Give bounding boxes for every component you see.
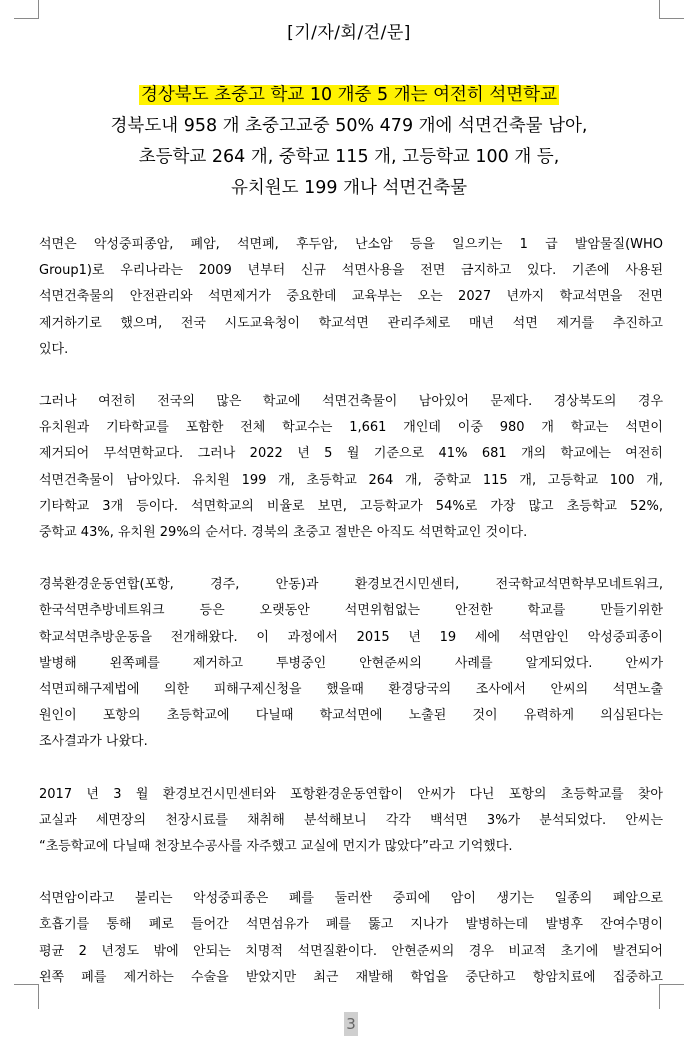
page-number: 3 xyxy=(344,1012,358,1036)
paragraph-line: 제거되어 무석면학교다. 그러나 2022 년 5 월 기준으로 41% 681 개의 학교에는 여전히 xyxy=(39,446,663,462)
document-body xyxy=(39,232,663,1017)
paragraph-line: 경북환경운동연합(포항, 경주, 안동)과 환경보건시민센터, 전국학교석면학부모네트워크, xyxy=(39,577,663,593)
paragraph-line: 있다. xyxy=(39,341,69,357)
paragraph-line: 평균 2 년정도 밖에 안되는 치명적 석면질환이다. 안현준씨의 경우 비교적 초기에 발견되어 xyxy=(39,943,663,959)
subtitle-line-3: 유치원도 199 개나 석면건축물 xyxy=(230,178,468,198)
paragraph-line: “초등학교에 다닐때 천장보수공사를 자주했고 교실에 먼지가 많았다”라고 기억했다. xyxy=(39,839,513,855)
paragraph-line: 석면피해구제법에 의한 피해구제신청을 했을때 환경당국의 조사에서 안씨의 석면노출 xyxy=(39,682,663,698)
paragraph-5 xyxy=(39,886,663,991)
highlighted-headline: 경상북도 초중고 학교 10 개중 5 개는 여전히 석면학교 xyxy=(140,85,557,105)
paragraph-line: 학교석면추방운동을 전개해왔다. 이 과정에서 2015 년 19 세에 석면암인 악성중피종이 xyxy=(39,629,663,645)
paragraph-3 xyxy=(39,572,663,755)
paragraph-line: 석면암이라고 불리는 악성중피종은 폐를 둘러싼 중피에 암이 생기는 일종의 폐암으로 xyxy=(39,891,663,907)
paragraph-line: 교실과 세면장의 천장시료를 채취해 분석해보니 각각 백석면 3%가 분석되었다. 안씨는 xyxy=(39,812,663,828)
paragraph-line: 발병해 왼쪽폐를 제거하고 투병중인 안현준씨의 사례를 알게되었다. 안씨가 xyxy=(39,655,663,671)
title-main-line xyxy=(0,80,698,111)
paragraph-line: 석면건축물의 안전관리와 석면제거가 중요한데 교육부는 오는 2027 년까지 학교석면을 전면 xyxy=(39,289,663,305)
paragraph-line: 석면건축물이 남아있다. 유치원 199 개, 초등학교 264 개, 중학교 115 개, 고등학교 100 개, xyxy=(39,472,663,488)
document-type-heading: [기/자/회/견/문] xyxy=(287,23,411,43)
paragraph-line: Group1)로 우리나라는 2009 년부터 신규 석면사용을 전면 금지하고 있다. 기존에 사용된 xyxy=(39,263,663,279)
paragraph-line: 석면은 악성중피종암, 폐암, 석면폐, 후두암, 난소암 등을 일으키는 1 급 발암물질(WHO xyxy=(39,237,663,252)
paragraph-line: 그러나 여전히 전국의 많은 학교에 석면건축물이 남아있어 문제다. 경상북도의 경우 xyxy=(39,394,663,410)
paragraph-1 xyxy=(39,232,663,363)
crop-mark-bottom-left xyxy=(14,984,39,1009)
paragraph-line: 조사결과가 나왔다. xyxy=(39,734,148,750)
paragraph-line: 원인이 포항의 초등학교에 다닐때 학교석면에 노출된 것이 유력하게 의심된다는 xyxy=(39,708,663,724)
paragraph-line: 제거하기로 했으며, 전국 시도교육청이 학교석면 관리주체로 매년 석면 제거를 추진하고 xyxy=(39,315,663,331)
paragraph-line: 기타학교 3개 등이다. 석면학교의 비율로 보면, 고등학교가 54%로 가장 많고 초등학교 52%, xyxy=(39,498,663,514)
paragraph-4 xyxy=(39,782,663,861)
subtitle-line-1: 경북도내 958 개 초중고교중 50% 479 개에 석면건축물 남아, xyxy=(110,116,588,136)
paragraph-line: 중학교 43%, 유치원 29%의 순서다. 경북의 초중고 절반은 아직도 석면학교인 것이다. xyxy=(39,525,528,541)
crop-mark-top-left xyxy=(14,0,39,19)
crop-mark-top-right xyxy=(659,0,684,19)
paragraph-line: 유치원과 기타학교를 포함한 전체 학교수는 1,661 개인데 이중 980 개 학교는 석면이 xyxy=(39,420,663,436)
paragraph-line: 2017 년 3 월 환경보건시민센터와 포항환경운동연합이 안씨가 다닌 포항의 초등학교를 찾아 xyxy=(39,786,663,802)
subtitle-line-2: 초등학교 264 개, 중학교 115 개, 고등학교 100 개 등, xyxy=(138,147,560,167)
paragraph-line: 한국석면추방네트워크 등은 오랫동안 석면위험없는 안전한 학교를 만들기위한 xyxy=(39,603,663,619)
paragraph-line: 왼쪽 폐를 제거하는 수술을 받았지만 최근 재발해 학업을 중단하고 항암치료에 집중하고 xyxy=(39,969,663,985)
paragraph-2 xyxy=(39,389,663,546)
paragraph-line: 호흡기를 통해 폐로 들어간 석면섬유가 폐를 뚫고 지나가 발병하는데 발병후 잔여수명이 xyxy=(39,917,663,933)
press-release-title xyxy=(0,80,698,204)
